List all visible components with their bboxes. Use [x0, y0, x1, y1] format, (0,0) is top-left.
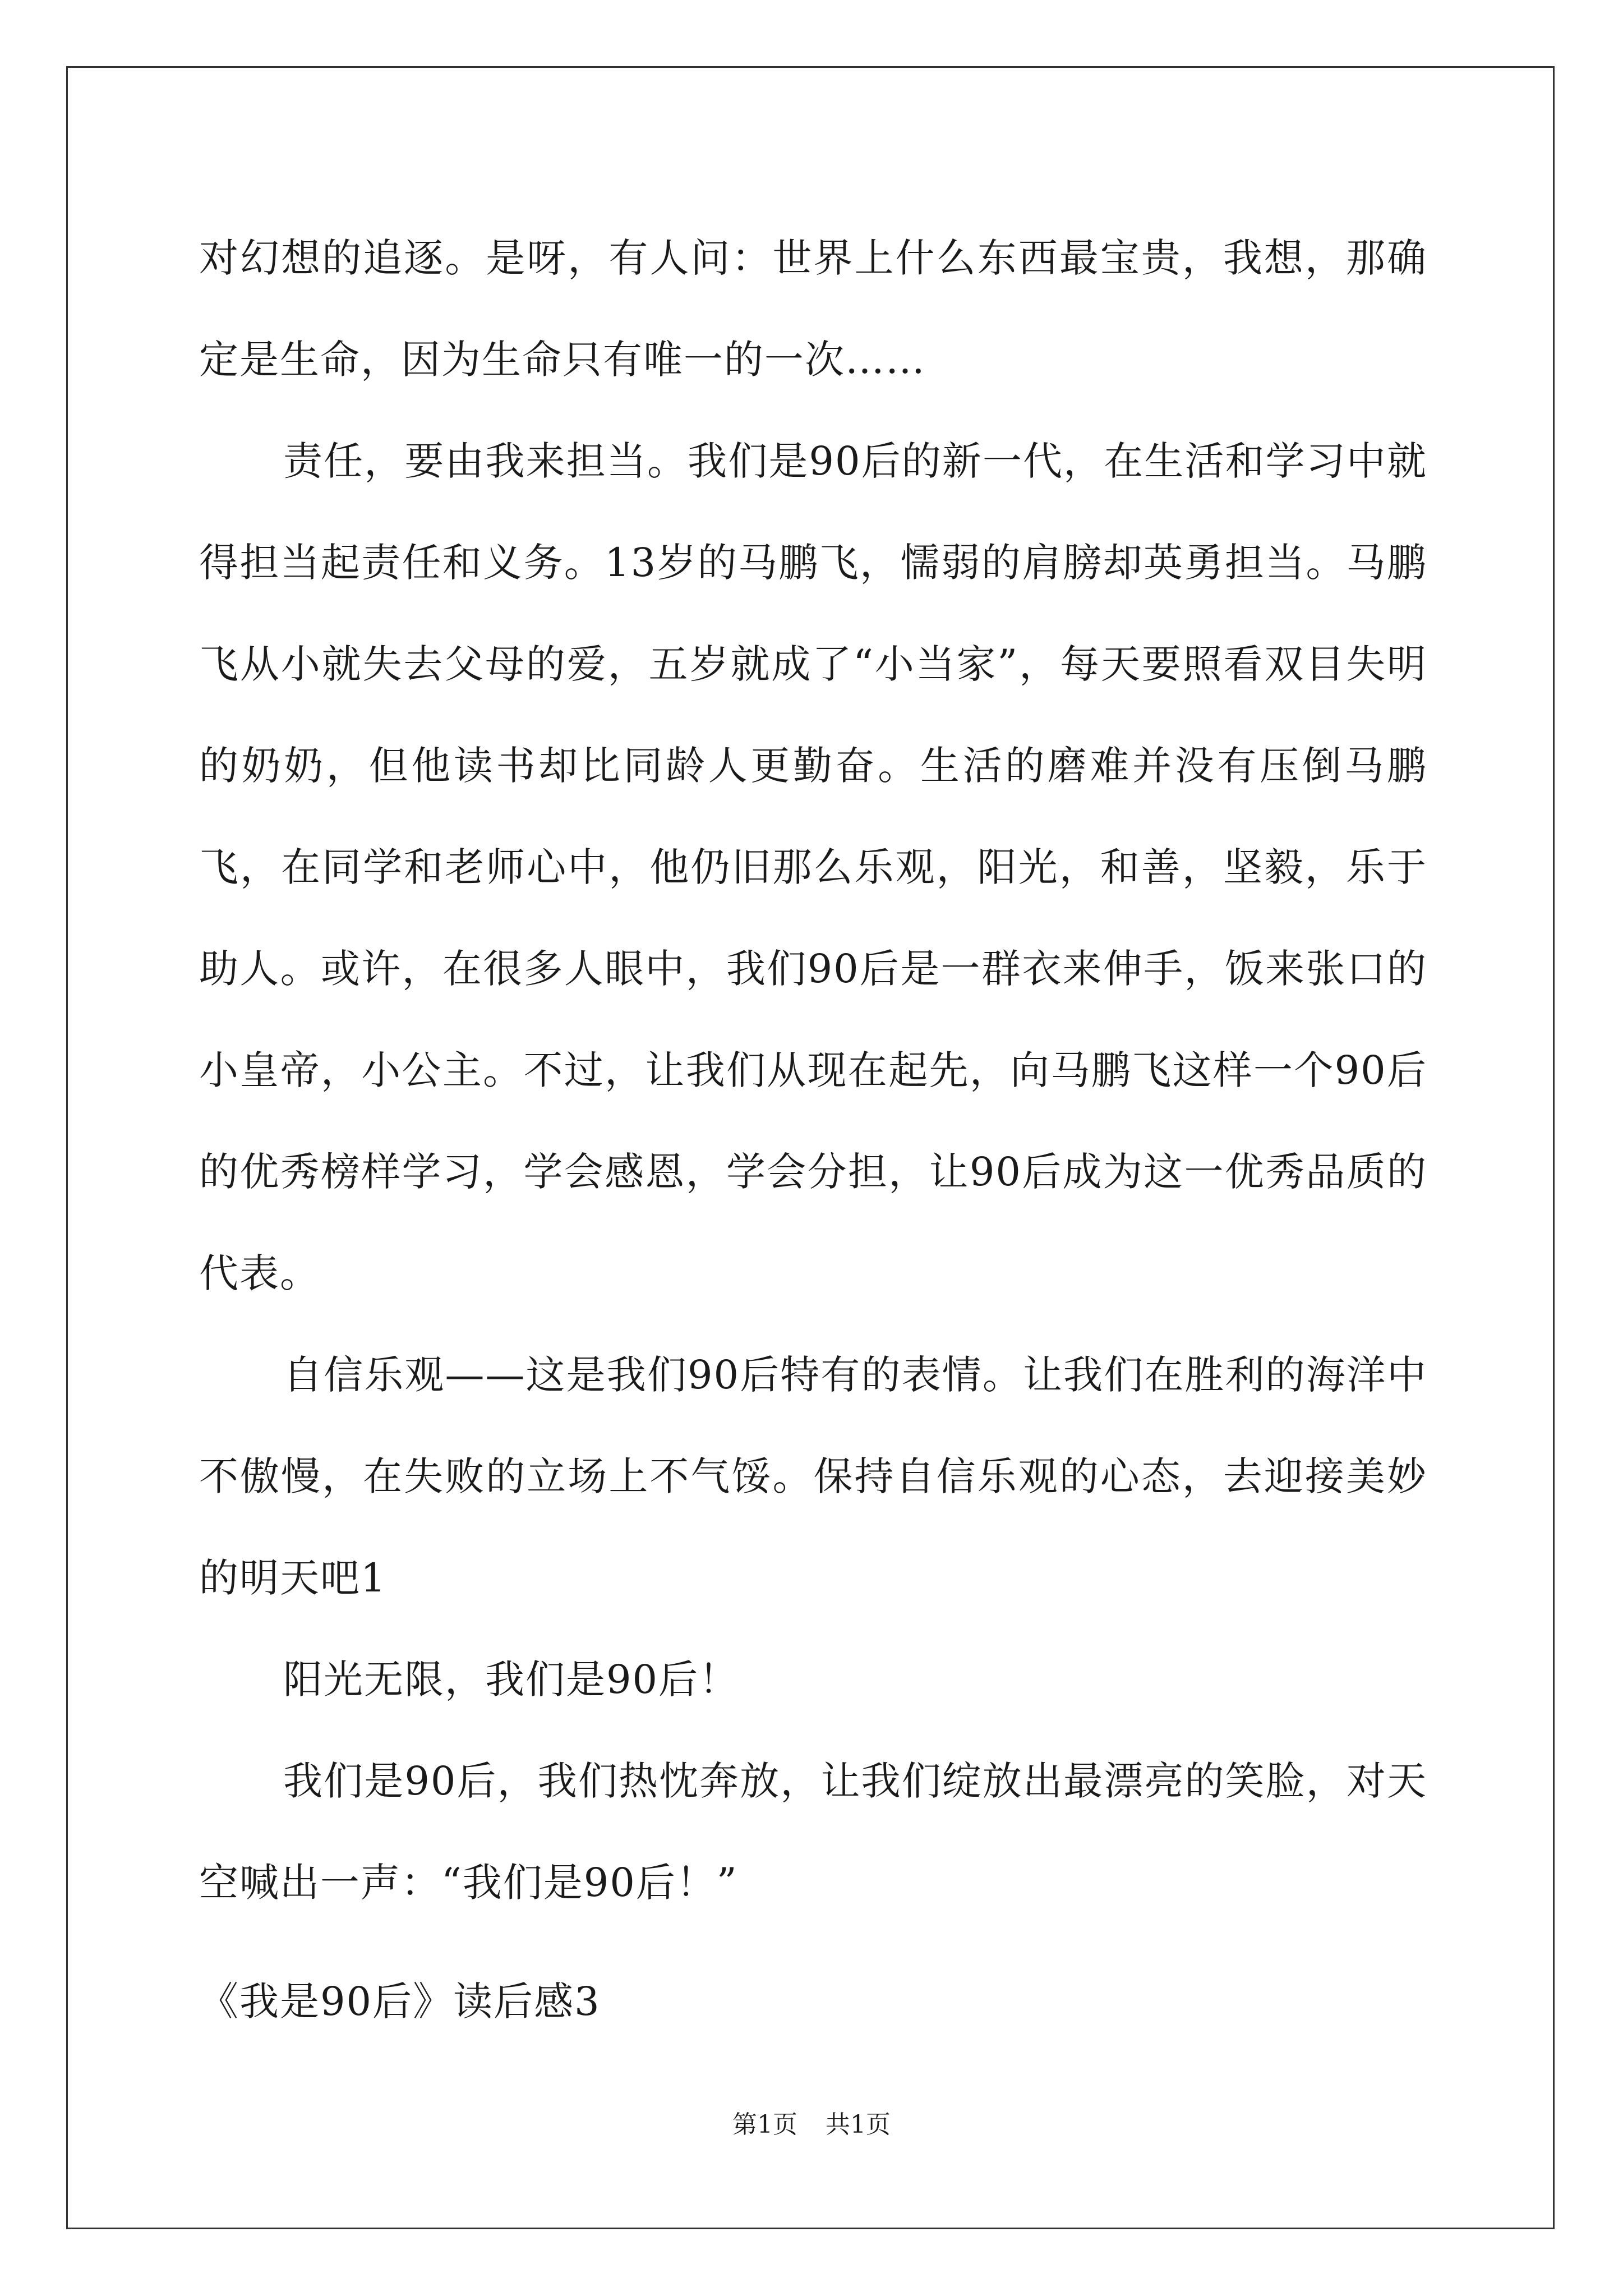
paragraph-5: 我们是90后，我们热忱奔放，让我们绽放出最漂亮的笑脸，对天空喊出一声：“我们是90后！”: [199, 1758, 1427, 1906]
paragraph-3: 自信乐观——这是我们90后特有的表情。让我们在胜利的海洋中不傲慢，在失败的立场上不气馁。保持自信乐观的心态，去迎接美妙的明天吧1: [199, 1352, 1427, 1601]
paragraph-1: 对幻想的追逐。是呀，有人问：世界上什么东西最宝贵，我想，那确定是生命，因为生命只有唯一的一次……: [199, 235, 1427, 383]
document-body: [199, 208, 1427, 1934]
paragraph-4: 阳光无限，我们是90后！: [283, 1657, 740, 1703]
page-number: 第1页: [732, 2110, 797, 2139]
page-total: 共1页: [826, 2110, 891, 2139]
paragraph-2: 责任，要由我来担当。我们是90后的新一代，在生活和学习中就得担当起责任和义务。13岁的马鹏飞，懦弱的肩膀却英勇担当。马鹏飞从小就失去父母的爱，五岁就成了“小当家”，每天要照看双目失明的奶奶，但他读书却比同龄人更勤奋。生活的磨难并没有压倒马鹏飞，在同学和老师心中，他仍旧那么乐观，阳光，和善，坚毅，乐于助人。或许，在很多人眼中，我们90后是一群衣来伸手，饭来张口的小皇帝，小公主。不过，让我们从现在起先，向马鹏飞这样一个90后的优秀榜样学习，学会感恩，学会分担，让90后成为这一优秀品质的代表。: [199, 438, 1427, 1296]
page-footer: [0, 2108, 1623, 2142]
section-heading: 《我是90后》读后感3: [199, 1978, 601, 2024]
